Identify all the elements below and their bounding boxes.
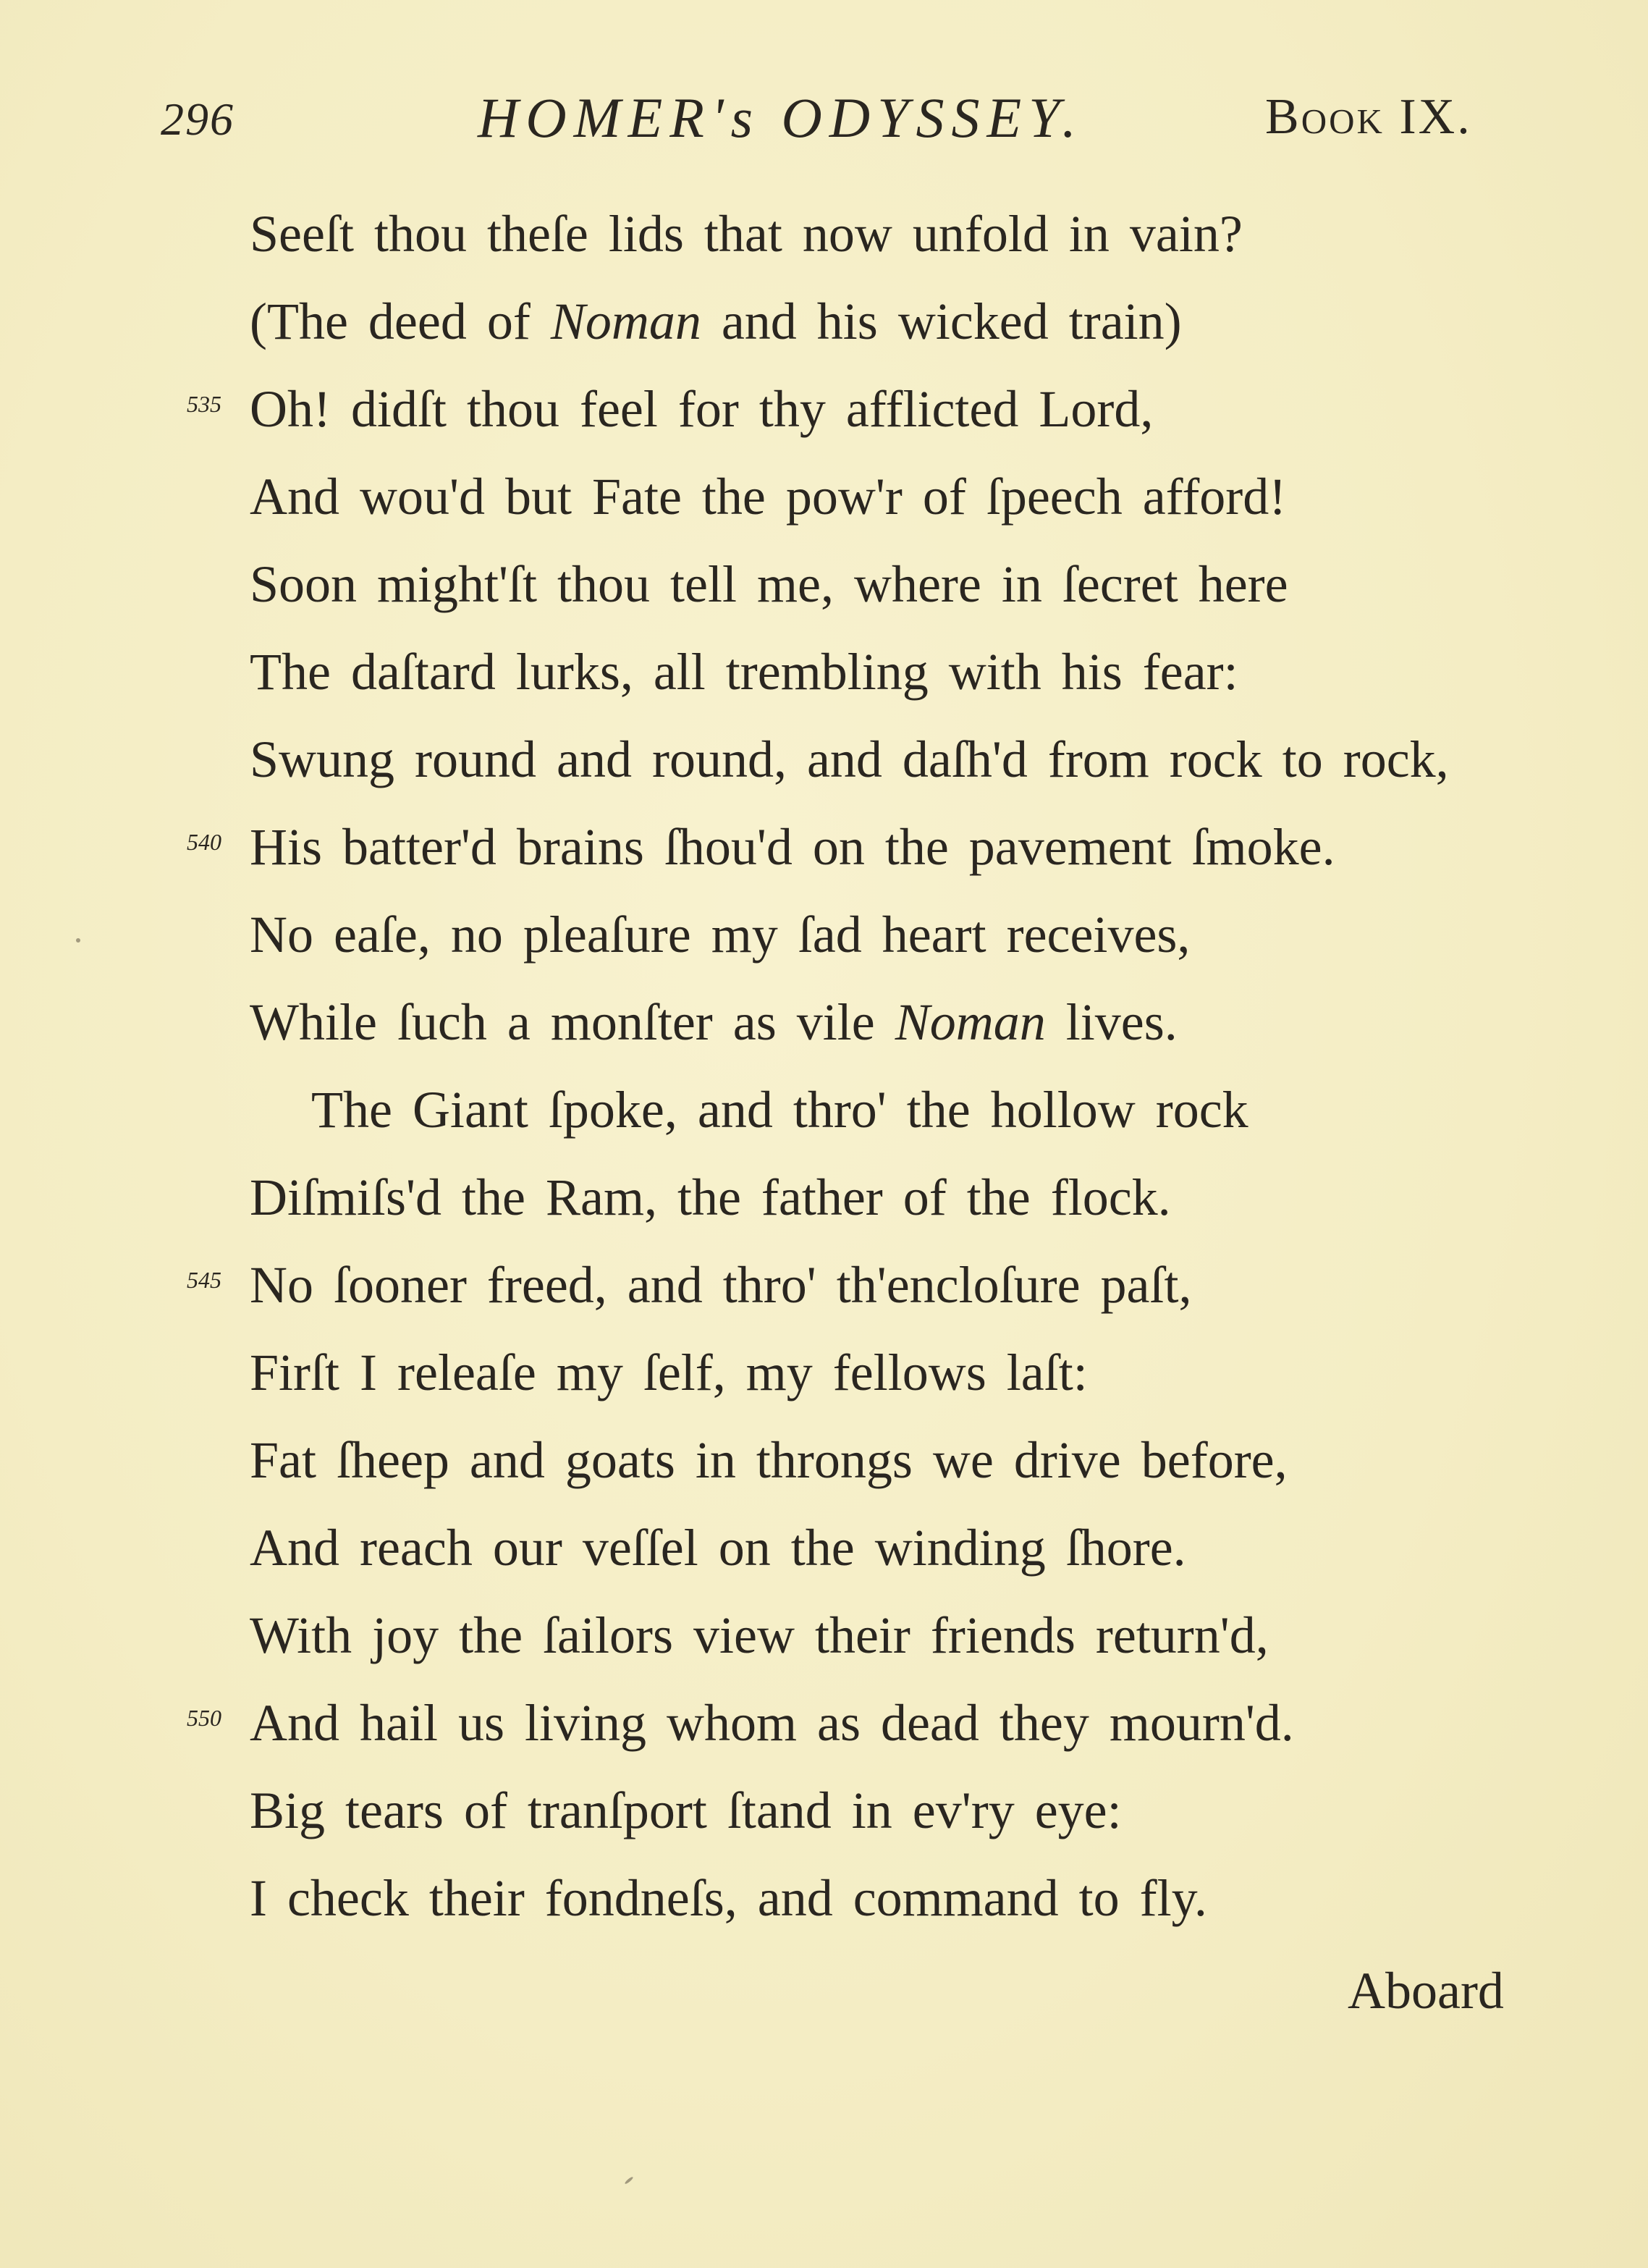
verse-line [0, 628, 1648, 716]
line-text: And hail us living whom as dead they mourn'd. [250, 1694, 1294, 1752]
line-text: I check their fondneſs, and command to fly. [250, 1869, 1207, 1927]
italic-name: Noman [550, 292, 701, 350]
page-header [0, 72, 1648, 159]
verse-line [0, 1591, 1648, 1679]
verse-line [0, 1241, 1648, 1329]
line-text: Soon might'ſt thou tell me, where in ſecret here [250, 555, 1288, 613]
running-title: HOMER's ODYSSEY. [478, 86, 1083, 149]
line-text: His batter'd brains ſhou'd on the pavement ſmoke. [250, 818, 1335, 876]
verse-line [0, 540, 1648, 628]
line-text-part: lives. [1045, 993, 1178, 1051]
line-text: Firſt I releaſe my ſelf, my fellows laſt: [250, 1344, 1088, 1401]
line-text: Diſmiſs'd the Ram, the father of the flock. [250, 1168, 1171, 1226]
verse-line [0, 1153, 1648, 1242]
line-text-part: While ſuch a monſter as vile [250, 993, 895, 1051]
paper-speck [76, 938, 80, 943]
line-text-part: (The deed of [250, 292, 551, 350]
paper-speck [624, 2176, 633, 2185]
line-text: Big tears of tranſport ſtand in ev'ry eye: [250, 1782, 1122, 1839]
line-text [250, 978, 1178, 1066]
line-text-part: and his wicked train) [701, 292, 1182, 350]
verse-line [0, 1854, 1648, 1942]
line-text: Swung round and round, and daſh'd from rock to rock, [250, 730, 1449, 788]
verse-line [0, 803, 1648, 891]
line-text: The daſtard lurks, all trembling with his fear: [250, 643, 1238, 701]
line-text: No eaſe, no pleaſure my ſad heart receives, [250, 906, 1191, 964]
line-number: 545 [187, 1267, 221, 1293]
verse-line [0, 190, 1648, 278]
verse-line [0, 1679, 1648, 1767]
line-text: Fat ſheep and goats in throngs we drive before, [250, 1431, 1288, 1489]
verse-line [0, 978, 1648, 1066]
line-text: And wou'd but Fate the pow'r of ſpeech afford! [250, 468, 1287, 526]
line-text: Oh! didſt thou feel for thy afflicted Lord, [250, 380, 1154, 438]
line-text: And reach our veſſel on the winding ſhore. [250, 1519, 1186, 1577]
book-label: Book IX. [1265, 89, 1472, 145]
line-text: The Giant ſpoke, and thro' the hollow rock [311, 1081, 1248, 1139]
verse-line [0, 715, 1648, 804]
italic-name: Noman [895, 993, 1046, 1051]
verse-line [0, 1766, 1648, 1855]
line-number: 535 [187, 391, 221, 417]
verse-line [0, 1416, 1648, 1504]
line-text: With joy the ſailors view their friends return'd, [250, 1606, 1269, 1664]
line-text [250, 277, 1182, 366]
line-number: 540 [187, 829, 221, 855]
line-text: No ſooner freed, and thro' th'encloſure paſt, [250, 1256, 1192, 1314]
verse-line [0, 1328, 1648, 1417]
verse-line [0, 452, 1648, 541]
verse-line [0, 1504, 1648, 1592]
verse-line [0, 277, 1648, 366]
catchword: Aboard [1348, 1962, 1504, 2020]
verse-line [0, 365, 1648, 453]
verse-line [0, 890, 1648, 979]
page-number: 296 [161, 93, 234, 145]
line-text: Seeſt thou theſe lids that now unfold in vain? [250, 205, 1243, 263]
line-number: 550 [187, 1705, 221, 1731]
verse-line [0, 1066, 1648, 1154]
